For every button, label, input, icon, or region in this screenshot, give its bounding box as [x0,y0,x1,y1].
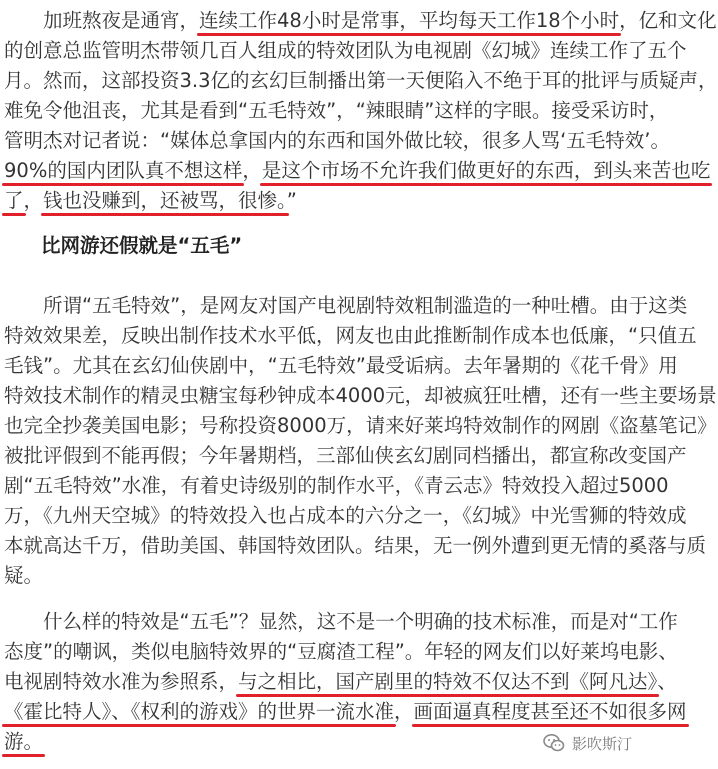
text-segment: 本就高达千万，借助美国、韩国特效团队。结果，无一例外遭到更无情的奚落与质 [4,534,707,557]
text-segment: 也完全抄袭美国电影；号称投资8000万，请来好莱坞特效制作的网剧《盗墓笔记》 [4,414,717,437]
text-segment: 加班熬夜是通宵， [4,9,200,32]
text-line [4,381,717,411]
underlined-text: 游。 [4,730,44,753]
text-segment: 难免令他沮丧，尤其是看到“五毛特效”，“辣眼睛”这样的字眼。接受采访时， [4,99,669,122]
text-segment: 毛钱”。尤其在玄幻仙侠剧中，“五毛特效”最受诟病。去年暑期的《花千骨》用 [4,354,678,377]
underlined-text: 画面逼真程度甚至还不如很多网 [413,700,687,723]
text-line [4,561,717,591]
text-line [4,667,687,697]
text-segment: 剧“五毛特效”水准，有着史诗级别的制作水平，《青云志》特效投入超过5000 [4,474,669,497]
underlined-text: 与之相比，国产剧里的特效不仅达不到《阿凡达》 [238,670,658,693]
underlined-text: 是这个市场不允许我们做更好的东西，到头来苦也吃 [261,159,711,182]
text-line [4,607,687,637]
text-segment: ， [242,159,262,182]
text-segment: 、 [657,670,677,693]
underlined-text: 90%的国内团队真不想这样 [4,159,243,182]
text-line [4,351,717,381]
account-watermark [542,731,632,755]
section-subheading: 比网游还假就是“五毛” [41,234,243,257]
text-line [4,441,717,471]
text-segment: 态度”的嘲讽，类似电脑特效界的“豆腐渣工程”。年轻的网友们以好莱坞电影、 [4,640,678,663]
text-segment: ， [23,189,44,212]
text-line [4,156,718,186]
text-segment: 特效技术制作的精灵虫糖宝每秒钟成本4000元，却被疯狂吐槽，还有一些主要场景 [4,384,717,407]
text-segment: 万，《九州天空城》的特效投入也占成本的六分之一，《幻城》中光雪狮的特效成 [4,504,687,527]
text-line [4,697,687,727]
text-line [4,186,718,216]
text-segment: 管明杰对记者说：“媒体总拿国内的东西和国外做比较，很多人骂‘五毛特效’。 [4,129,670,152]
text-line [4,321,717,351]
text-line [4,6,718,36]
wechat-icon [542,731,566,755]
text-line [4,501,717,531]
text-line [4,291,717,321]
text-segment: ， [394,700,414,723]
text-line [4,471,717,501]
paragraph-2 [4,291,717,591]
underlined-text: 钱也没赚到，还被骂，很惨。 [43,189,287,212]
text-line [4,411,717,441]
text-segment: 所谓“五毛特效”，是网友对国产电视剧特效粗制滥造的一种吐槽。由于这类 [4,294,688,317]
text-line [4,96,718,126]
text-segment: 疑。 [4,564,44,587]
underlined-text: 《霍比特人》、《权利的游戏》的世界一流水准 [4,700,395,723]
text-segment: 什么样的特效是“五毛”？显然，这不是一个明确的技术标准，而是对“工作 [4,610,678,633]
text-segment: 特效效果差，反映出制作技术水平低，网友也由此推断制作成本也低廉，“只值五 [4,324,697,347]
underlined-text: 了 [4,189,24,212]
text-segment: 电视剧特效水准为参照系， [4,670,239,693]
text-segment: 被批评假到不能再假；今年暑期档，三部仙侠玄幻剧同档播出，都宣称改变国产 [4,444,687,467]
text-segment: 月。然而，这部投资3.3亿的玄幻巨制播出第一天便陷入不绝于耳的批评与质疑声， [4,69,718,92]
text-line [4,66,718,96]
text-line [4,126,718,156]
watermark-text: 影吹斯汀 [571,734,632,753]
paragraph-1 [4,6,718,216]
text-segment: ，亿和文化 [619,9,717,32]
text-segment: 的创意总监管明杰带领几百人组成的特效团队为电视剧《幻城》连续工作了五个 [4,39,687,62]
text-line [4,637,687,667]
text-line [4,36,718,66]
text-line [4,531,717,561]
underlined-text: 连续工作48小时是常事，平均每天工作18个小时 [199,9,620,32]
text-segment: ” [286,189,297,212]
